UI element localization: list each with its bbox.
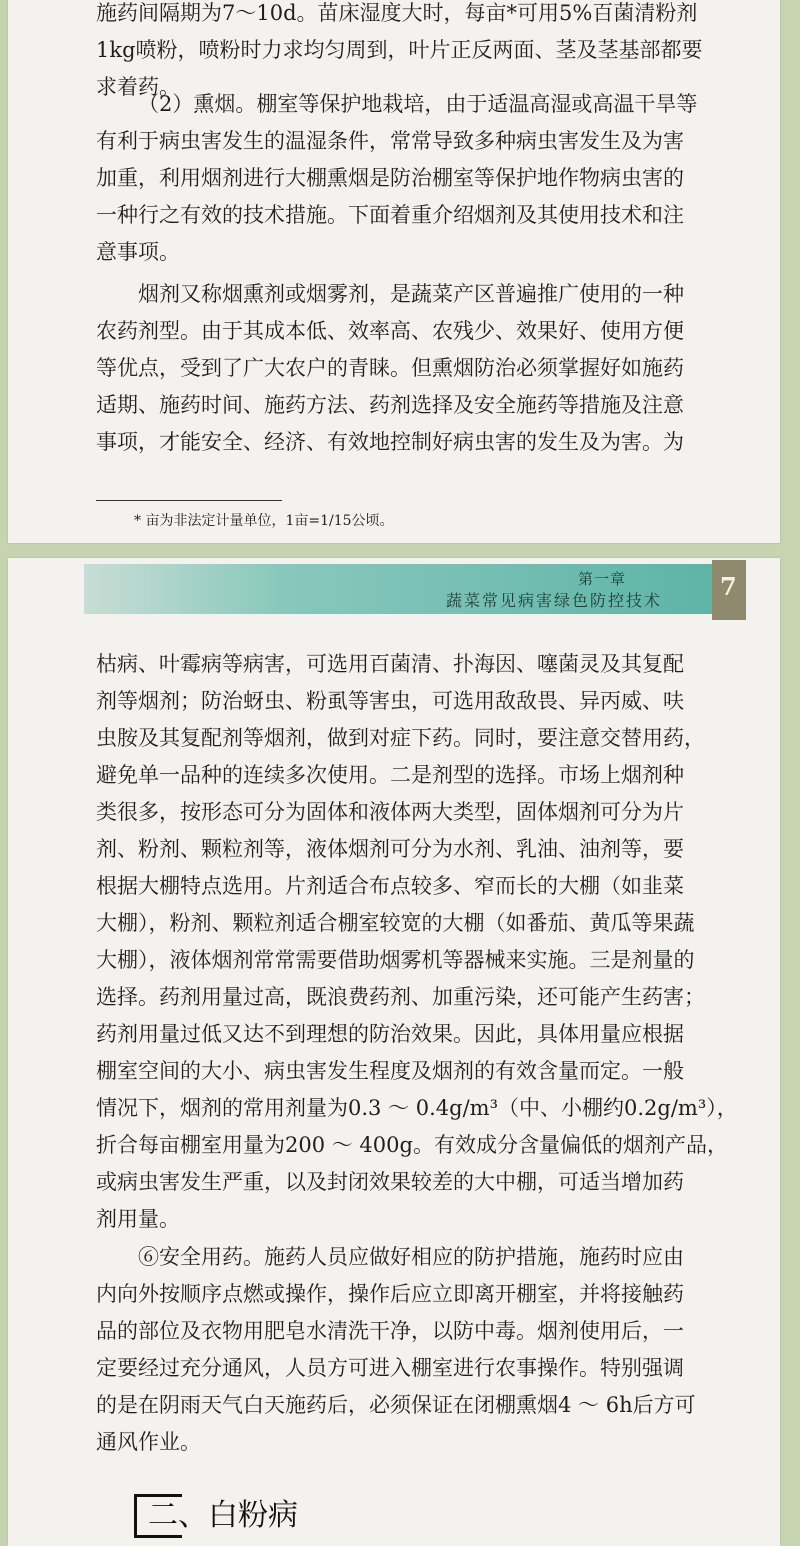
section-heading	[134, 1488, 434, 1542]
text-line: 棚室空间的大小、病虫害发生程度及烟剂的有效含量而定。一般	[96, 1059, 684, 1083]
text-line: 内向外按顺序点燃或操作，操作后应立即离开棚室，并将接触药	[96, 1282, 684, 1306]
text-line: 意事项。	[96, 240, 180, 264]
paragraph-4	[96, 1239, 708, 1461]
paragraph-1	[96, 86, 708, 271]
text-line: 虫胺及其复配剂等烟剂，做到对症下药。同时，要注意交替用药，	[96, 726, 705, 750]
text-line: 药剂用量过低又达不到理想的防治效果。因此，具体用量应根据	[96, 1022, 684, 1046]
text-line: 避免单一品种的连续多次使用。二是剂型的选择。市场上烟剂种	[96, 763, 684, 787]
text-line: 定要经过充分通风，人员方可进入棚室进行农事操作。特别强调	[96, 1356, 684, 1380]
text-line: 或病虫害发生严重，以及封闭效果较差的大中棚，可适当增加药	[96, 1170, 684, 1194]
text-line: 枯病、叶霉病等病害，可选用百菌清、扑海因、噻菌灵及其复配	[96, 652, 684, 676]
text-line: 1kg喷粉，喷粉时力求均匀周到，叶片正反两面、茎及茎基部都要	[96, 38, 703, 62]
text-line: 折合每亩棚室用量为200 ～ 400g。有效成分含量偏低的烟剂产品，	[96, 1133, 728, 1157]
chapter-label: 第一章	[577, 570, 626, 588]
text-line: 适期、施药时间、施药方法、药剂选择及安全施药等措施及注意	[96, 393, 684, 417]
text-line: 等优点，受到了广大农户的青睐。但熏烟防治必须掌握好如施药	[96, 356, 684, 380]
text-line: 烟剂又称烟熏剂或烟雾剂，是蔬菜产区普遍推广使用的一种	[138, 282, 684, 306]
text-line: 类很多，按形态可分为固体和液体两大类型，固体烟剂可分为片	[96, 800, 684, 824]
text-line: 加重，利用烟剂进行大棚熏烟是防治棚室等保护地作物病虫害的	[96, 166, 684, 190]
text-line: 大棚），液体烟剂常常需要借助烟雾机等器械来实施。三是剂量的	[96, 948, 695, 972]
chapter-banner	[84, 564, 738, 614]
page-number: 7	[720, 572, 737, 601]
chapter-title: 蔬菜常见病害绿色防控技术	[445, 591, 662, 610]
text-line: 剂等烟剂；防治蚜虫、粉虱等害虫，可选用敌敌畏、异丙威、呋	[96, 689, 684, 713]
text-line: 剂用量。	[96, 1207, 180, 1231]
paragraph-3	[96, 646, 738, 1238]
text-line: 一种行之有效的技术措施。下面着重介绍烟剂及其使用技术和注	[96, 203, 684, 227]
text-line: 根据大棚特点选用。片剂适合布点较多、窄而长的大棚（如韭菜	[96, 874, 684, 898]
text-line: 有利于病虫害发生的温湿条件，常常导致多种病虫害发生及为害	[96, 129, 684, 153]
text-line: 施药间隔期为7～10d。苗床湿度大时，每亩*可用5%百菌清粉剂	[96, 1, 698, 25]
top-book-page	[8, 0, 780, 543]
text-line: 求着药。	[96, 75, 180, 99]
text-line: 大棚），粉剂、颗粒剂适合棚室较宽的大棚（如番茄、黄瓜等果蔬	[96, 911, 695, 935]
text-line: 事项，才能安全、经济、有效地控制好病虫害的发生及为害。为	[96, 430, 684, 454]
text-line: 通风作业。	[96, 1430, 201, 1454]
text-line: 品的部位及衣物用肥皂水清洗干净，以防中毒。烟剂使用后，一	[96, 1319, 684, 1343]
text-line: 选择。药剂用量过高，既浪费药剂、加重污染，还可能产生药害；	[96, 985, 705, 1009]
footnote: * 亩为非法定计量单位，1亩=1/15公顷。	[134, 513, 394, 529]
text-line: 农药剂型。由于其成本低、效率高、农残少、效果好、使用方便	[96, 319, 684, 343]
text-line: 情况下，烟剂的常用剂量为0.3 ～ 0.4g/m³（中、小棚约0.2g/m³），	[96, 1096, 738, 1120]
bottom-book-page	[8, 558, 780, 1546]
text-line: 剂、粉剂、颗粒剂等，液体烟剂可分为水剂、乳油、油剂等，要	[96, 837, 684, 861]
text-line: ⑥安全用药。施药人员应做好相应的防护措施，施药时应由	[138, 1245, 684, 1269]
text-line: （2）熏烟。棚室等保护地栽培，由于适温高湿或高温干旱等	[138, 92, 698, 116]
paragraph-2	[96, 276, 708, 461]
section-heading-text: 二、白粉病	[148, 1498, 298, 1533]
text-line: 的是在阴雨天气白天施药后，必须保证在闭棚熏烟4 ～ 6h后方可	[96, 1393, 696, 1417]
footnote-divider	[96, 500, 282, 501]
